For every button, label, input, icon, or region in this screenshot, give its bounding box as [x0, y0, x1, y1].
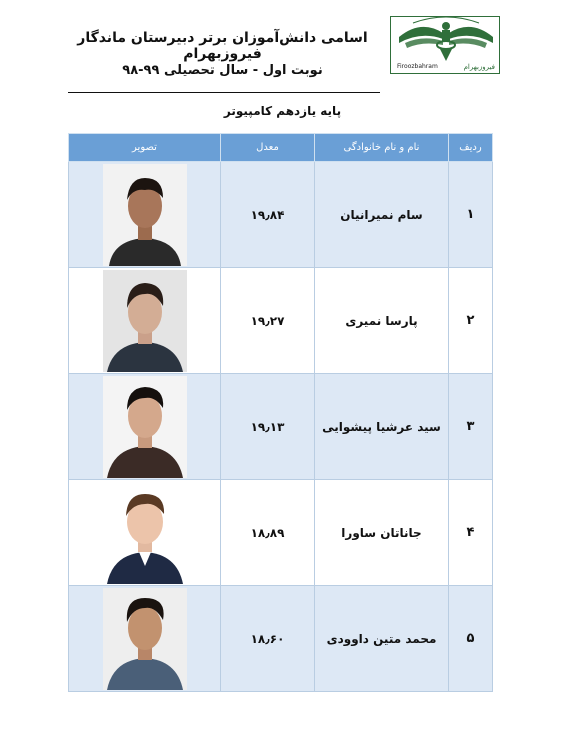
name-cell: جاناتان ساورا [315, 480, 449, 586]
rank-cell: ۲ [449, 268, 493, 374]
logo-text-persian: فیروزبهرام [463, 63, 495, 71]
table-row [69, 586, 493, 692]
column-header-name: نام و نام خانوادگی [315, 134, 449, 162]
rank-cell: ۳ [449, 374, 493, 480]
name-cell: سام نمیرانیان [315, 162, 449, 268]
rank-cell: ۵ [449, 586, 493, 692]
column-header-photo: تصویر [69, 134, 221, 162]
column-header-rank: ردیف [449, 134, 493, 162]
photo-cell [69, 586, 221, 692]
table-row [69, 268, 493, 374]
page-header [0, 0, 565, 118]
faravahar-icon [391, 17, 501, 63]
grade-cell: ۱۸٫۶۰ [221, 586, 315, 692]
rank-cell: ۴ [449, 480, 493, 586]
rank-cell: ۱ [449, 162, 493, 268]
student-photo [103, 270, 187, 372]
table-header-row [69, 134, 493, 162]
name-cell: پارسا نمیری [315, 268, 449, 374]
table-row [69, 162, 493, 268]
table-row [69, 480, 493, 586]
photo-cell [69, 268, 221, 374]
header-divider [68, 92, 380, 93]
top-students-table [68, 133, 493, 692]
photo-cell [69, 162, 221, 268]
student-photo [103, 376, 187, 478]
term-subtitle: نوبت اول - سال تحصیلی ۹۹-۹۸ [122, 63, 323, 78]
student-photo [103, 588, 187, 690]
grade-cell: ۱۹٫۲۷ [221, 268, 315, 374]
grade-cell: ۱۹٫۸۴ [221, 162, 315, 268]
section-title: پایه یازدهم کامپیوتر [223, 104, 342, 118]
student-photo [103, 482, 187, 584]
column-header-grade: معدل [221, 134, 315, 162]
photo-cell [69, 374, 221, 480]
name-cell: سید عرشیا پیشوایی [315, 374, 449, 480]
table-row [69, 374, 493, 480]
photo-cell [69, 480, 221, 586]
grade-cell: ۱۸٫۸۹ [221, 480, 315, 586]
name-cell: محمد متین داوودی [315, 586, 449, 692]
grade-cell: ۱۹٫۱۳ [221, 374, 315, 480]
student-photo [103, 164, 187, 266]
logo-text-latin: Firoozbahram [397, 63, 438, 70]
page-title: اسامی دانش‌آموزان برتر دبیرستان ماندگار فیروزبهرام [77, 30, 368, 62]
school-logo [390, 16, 500, 74]
